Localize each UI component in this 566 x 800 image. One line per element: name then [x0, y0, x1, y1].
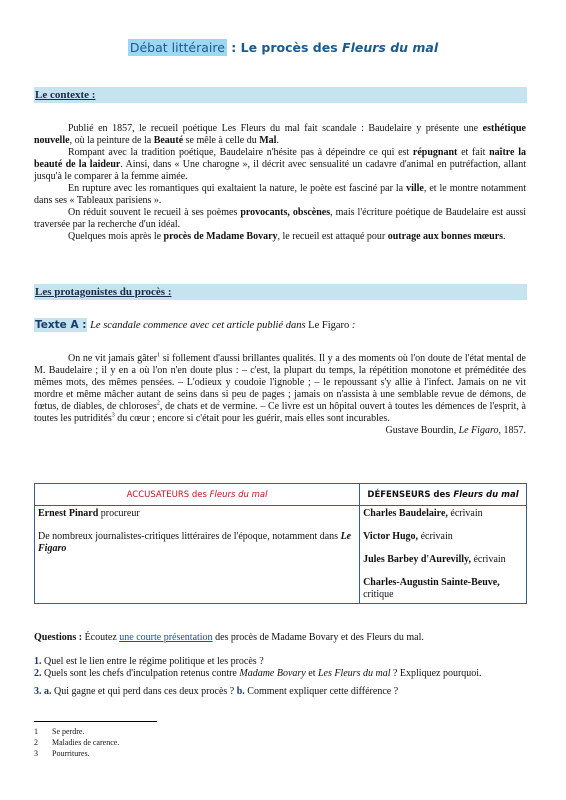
accusers-header: ACCUSATEURS des Fleurs du mal: [35, 484, 360, 506]
protagonistes-heading: Les protagonistes du procès :: [34, 284, 527, 300]
question-3: 3. a. Qui gagne et qui perd dans ces deux procès ? b. Comment expliquer cette différence ?: [34, 686, 399, 697]
accusers-cell: Ernest Pinard procureur De nombreux journalistes-critiques littéraires de l'époque, notamment dans Le Figaro: [35, 506, 360, 604]
footnote-ref: 1: [157, 352, 161, 359]
contexte-paragraph: Quelques mois après le procès de Madame Bovary, le recueil est attaqué pour outrage aux bonnes mœurs.: [68, 231, 506, 242]
footnote-ref: 2: [156, 400, 160, 407]
footnotes: [34, 726, 526, 759]
texte-a-heading: Texte A : Le scandale commence avec cet article publié dans Le Figaro :: [35, 319, 356, 331]
contexte-paragraph: En rupture avec les romantiques qui exaltaient la nature, le poète est fasciné par la ville, et le montre notamment dans ses « Tableaux parisiens ».: [34, 183, 526, 206]
contexte-paragraph: Publié en 1857, le recueil poétique Les Fleurs du mal fait scandale : Baudelaire y présente une esthétique nouvelle, où la peinture de la Beauté se mêle à celle du Mal.: [34, 123, 526, 146]
footnote: 1 Se perdre.: [34, 727, 85, 736]
protagonists-table: [34, 483, 527, 604]
page-title: Débat littéraire : Le procès des Fleurs du mal: [129, 40, 439, 55]
footnote: 3 Pourritures.: [34, 749, 90, 758]
title-highlight: Débat littéraire: [129, 40, 225, 55]
question-1: 1. Quel est le lien entre le régime politique et les procès ?: [34, 656, 264, 667]
defenders-cell: Charles Baudelaire, écrivain Victor Hugo, écrivain Jules Barbey d'Aurevilly, écrivain Charles-Augustin Sainte-Beuve, critique: [360, 506, 527, 604]
contexte-heading: Le contexte :: [34, 87, 527, 103]
questions-section: Questions : Écoutez une courte présentation des procès de Madame Bovary et des Fleurs du mal. 1. Quel est le lien entre le régime politique et les procès ? 2. Quels sont les chefs d'inculpation retenus contre Madame Bovary et Les Fleurs du mal ? Expliquez pourquoi. 3. a. Qui gagne et qui perd dans ces deux procès ? b. Comment expliquer cette différence ?: [34, 632, 526, 698]
defenders-header: DÉFENSEURS des Fleurs du mal: [360, 484, 527, 506]
presentation-link[interactable]: une courte présentation: [119, 632, 213, 643]
figaro-quote: On ne vit jamais gâter$^1$ si follement d'aussi brillantes qualités. Il y a des moments où l'on doute de l'état mental de M. Baudelaire ; il y en a où l'on n'en doute plus : – c'est, la plupart du temps, la répétition monotone et préméditée des mêmes mots, des mêmes pensées. – L'odieux y coudoie l'ignoble ; – le repoussant s'y allie à l'infect. Jamais on ne vit mordre et même mâcher autant de seins dans si peu de pages ; jamais on n'assista à une semblable revue de démons, de fœtus, de diables, de chloroses$^2$, de chats et de vermine. – Ce livre est un hôpital ouvert à toutes les démences de l'esprit, à toutes les putridités$^3$ du cœur ; encore si c'était pour les guérir, mais elles sont incurables. Gustave Bourdin, Le Figaro, 1857.: [34, 352, 526, 436]
quote-signature: Gustave Bourdin, Le Figaro, 1857.: [385, 425, 526, 436]
footnote: 2 Maladies de carence.: [34, 738, 120, 747]
contexte-paragraph: Rompant avec la tradition poétique, Baudelaire n'hésite pas à dépeindre ce qui est répugnant et fait naître la beauté de la laideur. Ainsi, dans « Une charogne », il décrit avec sensualité un cadavre d'animal en putréfaction, allant jusqu'à le comparer à la femme aimée.: [34, 147, 527, 182]
contexte-text: [34, 123, 526, 243]
contexte-paragraph: On réduit souvent le recueil à ses poèmes provocants, obscènes, mais l'écriture poétique de Baudelaire est aussi traversée par la recherche d'un idéal.: [34, 207, 526, 230]
footnote-divider: [34, 721, 157, 722]
footnote-ref: 3: [111, 412, 115, 419]
question-2: 2. Quels sont les chefs d'inculpation retenus contre Madame Bovary et Les Fleurs du mal ? Expliquez pourquoi.: [34, 668, 482, 679]
